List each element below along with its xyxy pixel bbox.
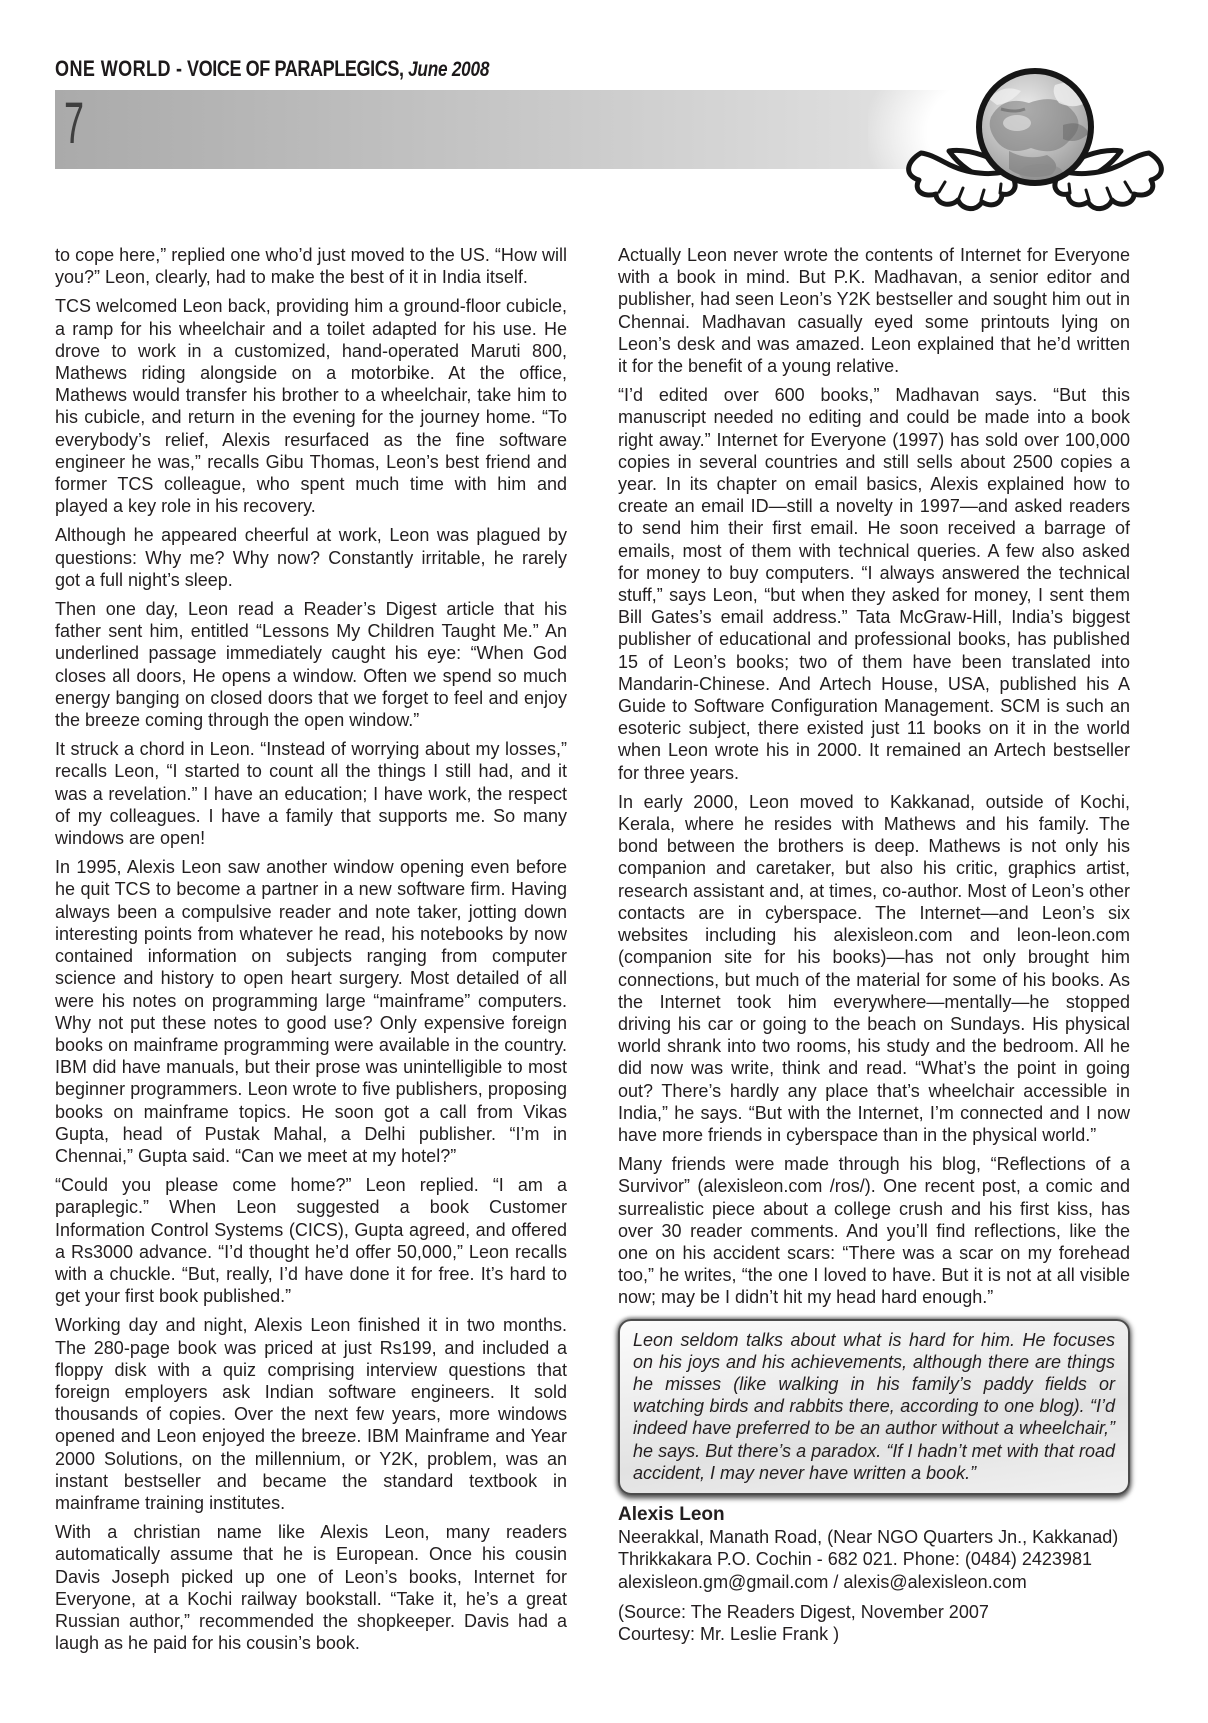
page-number: 7	[64, 91, 85, 156]
contact-block	[618, 1504, 1130, 1645]
contact-name: Alexis Leon	[618, 1503, 725, 1525]
paragraph: Although he appeared cheerful at work, Leon was plagued by questions: Why me? Why now? Constantly irritable, he rarely got a full night’s sleep.	[55, 525, 567, 590]
source-line: (Source: The Readers Digest, November 2007	[618, 1601, 989, 1622]
contact-address-line: Neerakkal, Manath Road, (Near NGO Quarters Jn., Kakkanad)	[618, 1527, 1119, 1548]
pull-quote-box	[618, 1319, 1130, 1495]
source-credit	[618, 1601, 1130, 1645]
publication-title: ONE WORLD	[55, 56, 171, 81]
article-column-right	[618, 244, 1130, 1645]
issue-date: June 2008	[403, 58, 490, 81]
paragraph: In early 2000, Leon moved to Kakkanad, outside of Kochi, Kerala, where he resides with Mathews and his family. The bond between the brothers is deep. Mathews is not only his companion and caretaker, but also his critic, graphics artist, research assistant and, at times, co-author. Most of Leon’s other contacts are in cyberspace. The Internet—and Leon’s six websites including his alexisleon.com and leon-leon.com (companion site for his books)—has not only brought him connections, but much of the material for some of his books. As the Internet took him everywhere—mentally—he stopped driving his car or going to the beach on Sundays. His physical world shrank into two rooms, his study and the bedroom. All he did now was write, think and read. “What’s the point in going out? There’s hardly any place that’s wheelchair accessible in India,” he says. “But with the Internet, I’m connected and I now have more friends in cyberspace than in the physical world.”	[618, 791, 1130, 1145]
contact-address-line: Thrikkakara P.O. Cochin - 682 021. Phone: (0484) 2423981	[618, 1549, 1092, 1570]
article-column-left	[55, 244, 567, 1661]
pull-quote-text: Leon seldom talks about what is hard for him. He focuses on his joys and his achievements, although there are things he misses (like walking in his family’s paddy fields or watching birds and rabbits there, according to one blog). “I’d indeed have preferred to be an author without a wheelchair,” he says. But there’s a paradox. “If I hadn’t met with that road accident, I may never have written a book.”	[633, 1329, 1115, 1483]
paragraph: to cope here,” replied one who’d just moved to the US. “How will you?” Leon, clearly, had to make the best of it in India itself.	[55, 245, 567, 288]
masthead	[55, 56, 489, 82]
paragraph: Actually Leon never wrote the contents of Internet for Everyone with a book in mind. But P.K. Madhavan, a senior editor and publisher, had seen Leon’s Y2K bestseller and sought him out in Chennai. Madhavan casually eyed some printouts lying on Leon’s desk and was amazed. Leon explained that he’d written it for the benefit of a young relative.	[618, 245, 1130, 377]
contact-email-line: alexisleon.gm@gmail.com / alexis@alexisleon.com	[618, 1571, 1027, 1592]
paragraph: “Could you please come home?” Leon replied. “I am a paraplegic.” When Leon suggested a book Customer Information Control Systems (CICS), Gupta agreed, and offered a Rs3000 advance. “I’d thought he’d offer 50,000,” Leon recalls with a chuckle. “But, really, I’d have done it for free. It’s hard to get your first book published.”	[55, 1175, 567, 1307]
globe-in-hands-icon	[905, 55, 1165, 215]
title-separator: -	[170, 56, 187, 81]
paragraph: With a christian name like Alexis Leon, many readers automatically assume that he is European. Once his cousin Davis Joseph picked up one of Leon’s books, Internet for Everyone, at a Kochi railway bookstall. “Take it, he’s a great Russian author,” recommended the shopkeeper. Davis had a laugh as he paid for his cousin’s book.	[55, 1522, 567, 1654]
paragraph: It struck a chord in Leon. “Instead of worrying about my losses,” recalls Leon, “I started to count all the things I still had, and it was a revelation.” I have an education; I have work, the respect of my colleagues. I have a family that supports me. So many windows are open!	[55, 739, 567, 849]
publication-subtitle: VOICE OF PARAPLEGICS,	[186, 56, 404, 81]
paragraph: Working day and night, Alexis Leon finished it in two months. The 280-page book was priced at just Rs199, and included a floppy disk with a quiz comprising interview questions that foreign employers ask Indian software engineers. It sold thousands of copies. Over the next few years, more windows opened and Leon enjoyed the breeze. IBM Mainframe and Year 2000 Solutions, on the millennium, or Y2K, problem, was an instant bestseller and became the standard textbook in mainframe training institutes.	[55, 1315, 567, 1513]
source-line: Courtesy: Mr. Leslie Frank )	[618, 1623, 840, 1644]
paragraph: “I’d edited over 600 books,” Madhavan says. “But this manuscript needed no editing and could be made into a book right away.” Internet for Everyone (1997) has sold over 100,000 copies in several countries and still sells about 2500 copies a year. In its chapter on email basics, Alexis explained how to create an email ID—still a novelty in 1997—and asked readers to send him their first email. He soon received a barrage of emails, most of them with technical queries. A few also asked for money to buy computers. “I always answered the technical stuff,” says Leon, “but when they asked for money, I sent them Bill Gates’s email address.” Tata McGraw-Hill, India’s biggest publisher of educational and professional books, has published 15 of Leon’s books; two of them have been translated into Mandarin-Chinese. And Artech House, USA, published his A Guide to Software Configuration Management. SCM is such an esoteric subject, there existed just 11 books on it in the world when Leon wrote his in 2000. It remained an Artech bestseller for three years.	[618, 385, 1130, 783]
paragraph: Many friends were made through his blog, “Reflections of a Survivor” (alexisleon.com /ros/). One recent post, a comic and surrealistic piece about a college crush and his first kiss, has over 30 reader comments. And you’ll find reflections, like the one on his accident scars: “There was a scar on my forehead too,” he writes, “the one I loved to have. But it is not at all visible now; may be I didn’t hit my head hard enough.”	[618, 1154, 1130, 1308]
paragraph: TCS welcomed Leon back, providing him a ground-floor cubicle, a ramp for his wheelchair and a toilet adapted for his use. He drove to work in a customized, hand-operated Maruti 800, Mathews riding alongside on a motorbike. At the office, Mathews would transfer his brother to a wheelchair, take him to his cubicle, and return in the evening for the journey home. “To everybody’s relief, Alexis resurfaced as the fine software engineer he was,” recalls Gibu Thomas, Leon’s best friend and former TCS colleague, who spent much time with him and played a key role in his recovery.	[55, 296, 567, 517]
paragraph: Then one day, Leon read a Reader’s Digest article that his father sent him, entitled “Lessons My Children Taught Me.” An underlined passage immediately caught his eye: “When God closes all doors, He opens a window. Often we spend so much energy banging on closed doors that we forget to feel and enjoy the breeze coming through the open window.”	[55, 599, 567, 731]
paragraph: In 1995, Alexis Leon saw another window opening even before he quit TCS to become a partner in a new software firm. Having always been a compulsive reader and note taker, jotting down interesting points from whatever he read, his notebooks by now contained information on subjects ranging from computer science and history to open heart surgery. Most detailed of all were his notes on programming large “mainframe” computers. Why not put these notes to good use? Only expensive foreign books on mainframe programming were available in the country. IBM did have manuals, but their prose was unintelligible to most beginner programmers. Leon wrote to five publishers, proposing books on mainframe topics. He soon got a call from Vikas Gupta, head of Pustak Mahal, a Delhi publisher. “I’m in Chennai,” Gupta said. “Can we meet at my hotel?”	[55, 857, 567, 1166]
